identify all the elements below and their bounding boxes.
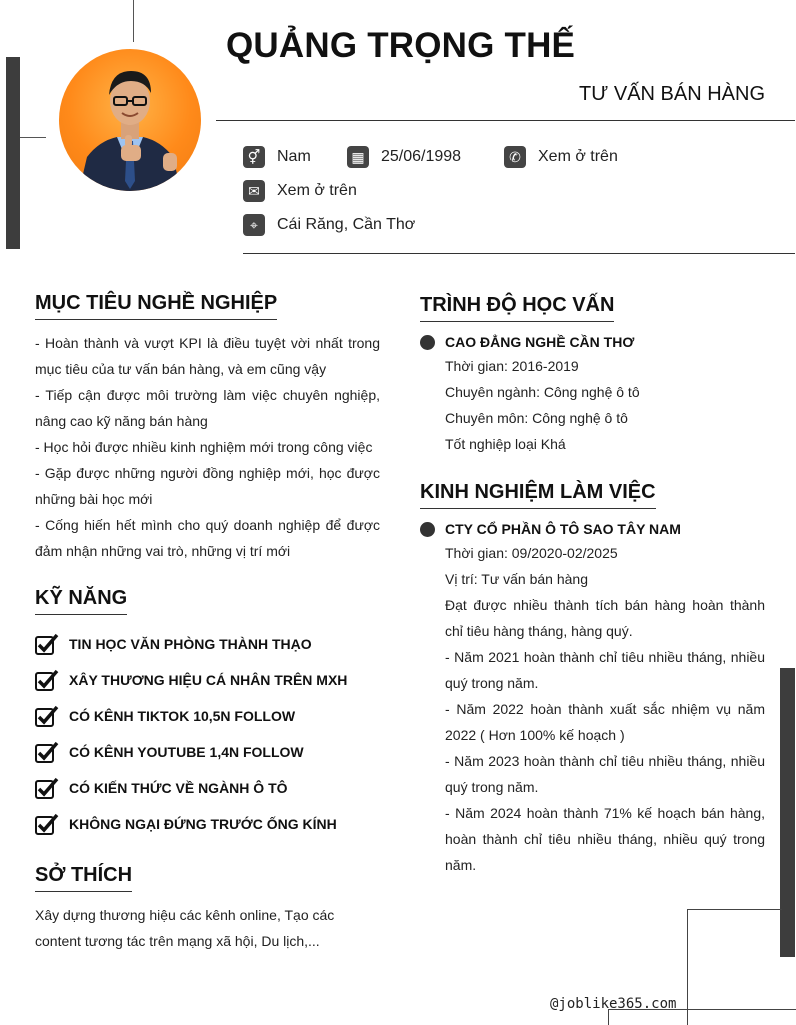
experience-title: KINH NGHIỆM LÀM VIỆC xyxy=(420,481,656,509)
gender-icon: ⚥ xyxy=(243,146,265,168)
experience-line: - Năm 2023 hoàn thành chỉ tiêu nhiều tháng, nhiều quý trong năm. xyxy=(445,753,765,795)
watermark: @joblike365.com xyxy=(550,996,677,1012)
decorative-bar-left xyxy=(6,57,20,249)
skill-item xyxy=(35,806,347,842)
skill-label: XÂY THƯƠNG HIỆU CÁ NHÂN TRÊN MXH xyxy=(69,672,348,688)
info-phone xyxy=(504,146,618,168)
experience-line: Vị trí: Tư vấn bán hàng xyxy=(445,571,588,587)
checkbox-icon xyxy=(35,813,59,835)
hobbies-title: SỞ THÍCH xyxy=(35,864,132,892)
divider xyxy=(243,253,795,254)
gender-value: Nam xyxy=(277,148,311,165)
checkbox-icon xyxy=(35,633,59,655)
education-line: Thời gian: 2016-2019 xyxy=(445,358,579,374)
education-line: Chuyên ngành: Công nghệ ô tô xyxy=(445,384,640,400)
education-line: Chuyên môn: Công nghệ ô tô xyxy=(445,410,628,426)
skill-label: CÓ KÊNH YOUTUBE 1,4N FOLLOW xyxy=(69,744,304,760)
person-photo xyxy=(59,49,201,191)
experience-line: - Năm 2022 hoàn thành xuất sắc nhiệm vụ năm 2022 ( Hơn 100% kế hoạch ) xyxy=(445,701,765,743)
education-line: Tốt nghiệp loại Khá xyxy=(445,436,566,452)
education-details xyxy=(445,353,765,457)
location-icon: ⌖ xyxy=(243,214,265,236)
skill-item xyxy=(35,698,347,734)
candidate-name: QUẢNG TRỌNG THẾ xyxy=(226,26,576,65)
hobbies-text: Xây dựng thương hiệu các kênh online, Tạo các content tương tác trên mạng xã hội, Du lịch,... xyxy=(35,907,335,949)
experience-line: Đạt được nhiều thành tích bán hàng hoàn thành chỉ tiêu hàng tháng, hàng quý. xyxy=(445,597,765,639)
phone-value: Xem ở trên xyxy=(538,148,618,165)
divider xyxy=(216,120,795,121)
decorative-frame xyxy=(687,909,782,1025)
objective-title: MỤC TIÊU NGHỀ NGHIỆP xyxy=(35,292,277,320)
decorative-line-left xyxy=(20,137,46,138)
objective-item: - Gặp được những người đồng nghiệp mới, học được những bài học mới xyxy=(35,465,380,507)
skill-item xyxy=(35,626,347,662)
address-value: Cái Răng, Cần Thơ xyxy=(277,216,416,233)
bullet-icon xyxy=(420,522,435,537)
calendar-icon: ▦ xyxy=(347,146,369,168)
skill-item xyxy=(35,734,347,770)
skills-title: KỸ NĂNG xyxy=(35,587,127,615)
objective-item: - Cống hiến hết mình cho quý doanh nghiệp để được đảm nhận những vai trò, những vị trí mới xyxy=(35,517,380,559)
email-value: Xem ở trên xyxy=(277,182,357,199)
school-name: CAO ĐẲNG NGHỀ CẦN THƠ xyxy=(445,334,635,350)
skill-label: CÓ KÊNH TIKTOK 10,5N FOLLOW xyxy=(69,708,296,724)
skills-list xyxy=(35,626,347,842)
skill-item xyxy=(35,770,347,806)
experience-line: - Năm 2021 hoàn thành chỉ tiêu nhiều tháng, nhiều quý trong năm. xyxy=(445,649,765,691)
skill-label: CÓ KIẾN THỨC VỀ NGÀNH Ô TÔ xyxy=(69,780,288,796)
objective-list xyxy=(35,330,380,564)
checkbox-icon xyxy=(35,777,59,799)
skill-item xyxy=(35,662,347,698)
experience-line: - Năm 2024 hoàn thành 71% kế hoạch bán hàng, hoàn thành chỉ tiêu nhiều tháng, nhiều quý trong năm. xyxy=(445,805,765,873)
phone-icon: ✆ xyxy=(504,146,526,168)
company-name: CTY CỔ PHẦN Ô TÔ SAO TÂY NAM xyxy=(445,521,681,537)
info-gender xyxy=(243,146,311,168)
education-title: TRÌNH ĐỘ HỌC VẤN xyxy=(420,294,614,322)
info-email xyxy=(243,180,357,202)
objective-item: - Học hỏi được nhiều kinh nghiệm mới trong công việc xyxy=(35,439,373,455)
skill-label: TIN HỌC VĂN PHÒNG THÀNH THẠO xyxy=(69,636,312,652)
checkbox-icon xyxy=(35,741,59,763)
checkbox-icon xyxy=(35,705,59,727)
experience-line: Thời gian: 09/2020-02/2025 xyxy=(445,545,618,561)
info-address xyxy=(243,214,415,236)
checkbox-icon xyxy=(35,669,59,691)
objective-item: - Tiếp cận được môi trường làm việc chuyên nghiệp, nâng cao kỹ năng bán hàng xyxy=(35,387,380,429)
objective-item: - Hoàn thành và vượt KPI là điều tuyệt vời nhất trong mục tiêu của tư vấn bán hàng, và em cũng vậy xyxy=(35,335,380,377)
email-icon: ✉ xyxy=(243,180,265,202)
skill-label: KHÔNG NGẠI ĐỨNG TRƯỚC ỐNG KÍNH xyxy=(69,816,337,832)
decorative-bar-right xyxy=(780,668,795,957)
avatar xyxy=(59,49,201,191)
decorative-line-top xyxy=(133,0,134,42)
job-title: TƯ VẤN BÁN HÀNG xyxy=(579,83,765,105)
bullet-icon xyxy=(420,335,435,350)
info-birthdate xyxy=(347,146,461,168)
experience-details xyxy=(445,540,765,878)
birthdate-value: 25/06/1998 xyxy=(381,148,462,165)
